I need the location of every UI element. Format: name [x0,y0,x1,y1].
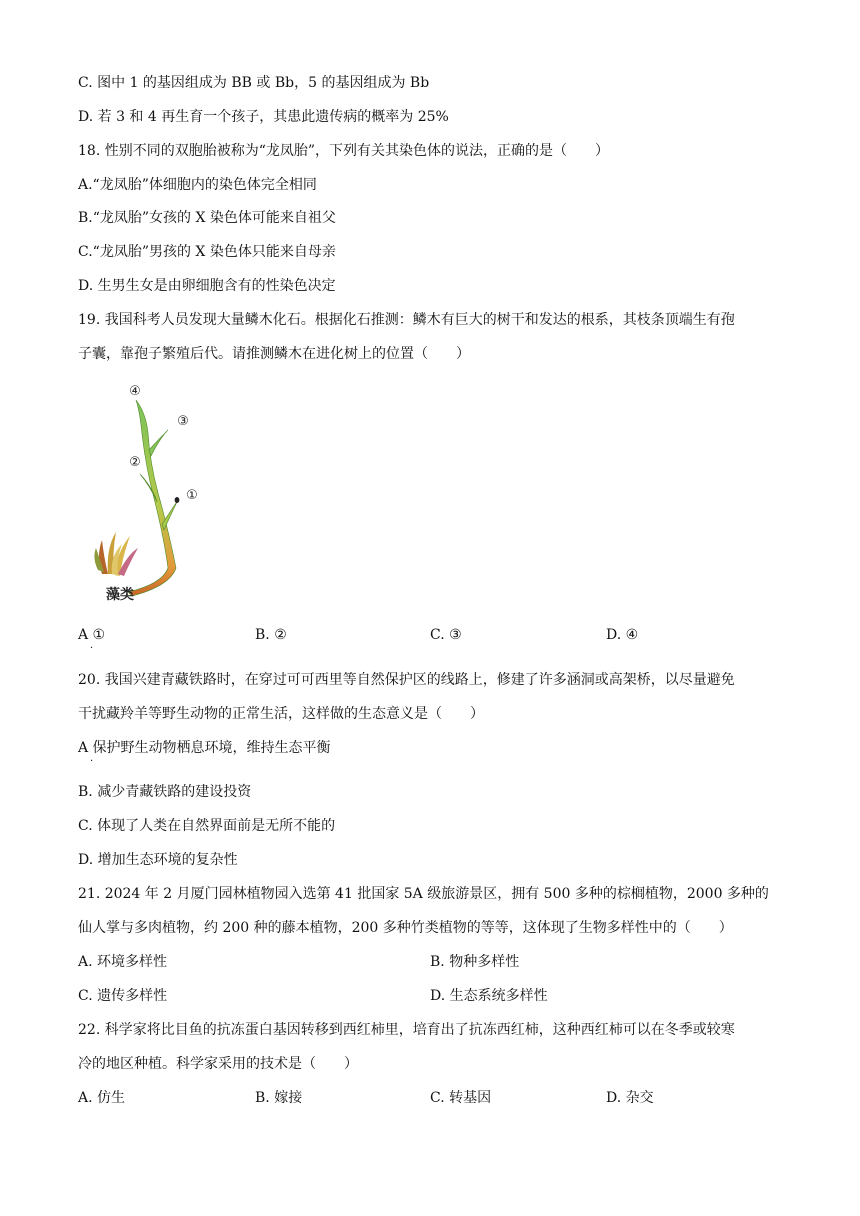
tree-trunk [128,400,176,596]
evolution-tree-figure [88,378,218,608]
q21-option-b: B. 物种多样性 [430,954,520,970]
q17-option-d: D. 若 3 和 4 再生育一个孩子，其患此遗传病的概率为 25% [78,109,449,125]
q20-option-b: B. 减少青藏铁路的建设投资 [78,784,252,800]
q21-option-a: A. 环境多样性 [78,954,168,970]
q17-option-c: C. 图中 1 的基因组成为 BB 或 Bb，5 的基因组成为 Bb [78,75,430,91]
q19-stem-line2: 子囊，靠孢子繁殖后代。请推测鳞木在进化树上的位置（ ） [78,346,470,362]
q18-option-a: A.“龙凤胎”体细胞内的染色体完全相同 [78,177,317,193]
q20-option-c: C. 体现了人类在自然界面前是无所不能的 [78,818,336,834]
algae-label: 藻类 [106,587,134,603]
q21-option-d: D. 生态系统多样性 [430,988,548,1004]
q19-option-c: C. ③ [430,627,462,643]
q19-option-d: D. ④ [606,627,639,643]
marker-2-label: ② [129,455,141,470]
q19-option-a: A ① [78,627,106,643]
q19-stem-line1: 19. 我国科考人员发现大量鳞木化石。根据化石推测：鳞木有巨大的树干和发达的根系，其枝条顶端生有孢 [78,312,735,328]
algae-icon [94,532,138,576]
tree-branch-3 [149,430,168,456]
marker-4 [129,384,141,399]
q18-option-b: B.“龙凤胎”女孩的 X 染色体可能来自祖父 [78,210,336,226]
marker-1-label: ① [186,488,198,503]
q19-option-b: B. ② [255,627,287,643]
q20-option-d: D. 增加生态环境的复杂性 [78,852,238,868]
q22-option-d: D. 杂交 [606,1090,654,1106]
tree-branch-1 [162,500,178,530]
q18-option-c: C.“龙凤胎”男孩的 X 染色体只能来自母亲 [78,244,336,260]
emphasis-dot: · [90,756,94,767]
marker-3-label: ③ [177,414,189,429]
q22-stem-line1: 22. 科学家将比目鱼的抗冻蛋白基因转移到西红柿里，培育出了抗冻西红柿，这种西红柿可以在冬季或较寒 [78,1022,735,1038]
q22-option-b: B. 嫁接 [255,1090,303,1106]
q18-stem: 18. 性别不同的双胞胎被称为“龙凤胎”，下列有关其染色体的说法，正确的是（ ） [78,143,610,159]
q22-option-a: A. 仿生 [78,1090,126,1106]
q18-option-d: D. 生男生女是由卵细胞含有的性染色决定 [78,278,336,294]
marker-4-label: ④ [129,384,141,399]
q21-stem-line2: 仙人掌与多肉植物，约 200 种的藤本植物，200 多种竹类植物的等等，这体现了生物多样性中的（ ） [78,920,733,936]
q21-stem-line1: 21. 2024 年 2 月厦门园林植物园入选第 41 批国家 5A 级旅游景区，拥有 500 多种的棕榈植物，2000 多种的 [78,886,769,902]
q20-stem-line1: 20. 我国兴建青藏铁路时，在穿过可可西里等自然保护区的线路上，修建了许多涵洞或高架桥，以尽量避免 [78,672,735,688]
q20-option-a: A 保护野生动物栖息环境，维持生态平衡 [78,740,331,756]
q22-option-c: C. 转基因 [430,1090,492,1106]
emphasis-dot: · [90,643,94,654]
tree-branch-1-tip [175,497,180,503]
q21-option-c: C. 遗传多样性 [78,988,168,1004]
q22-stem-line2: 冷的地区种植。科学家采用的技术是（ ） [78,1056,358,1072]
q20-stem-line2: 干扰藏羚羊等野生动物的正常生活，这样做的生态意义是（ ） [78,706,484,722]
